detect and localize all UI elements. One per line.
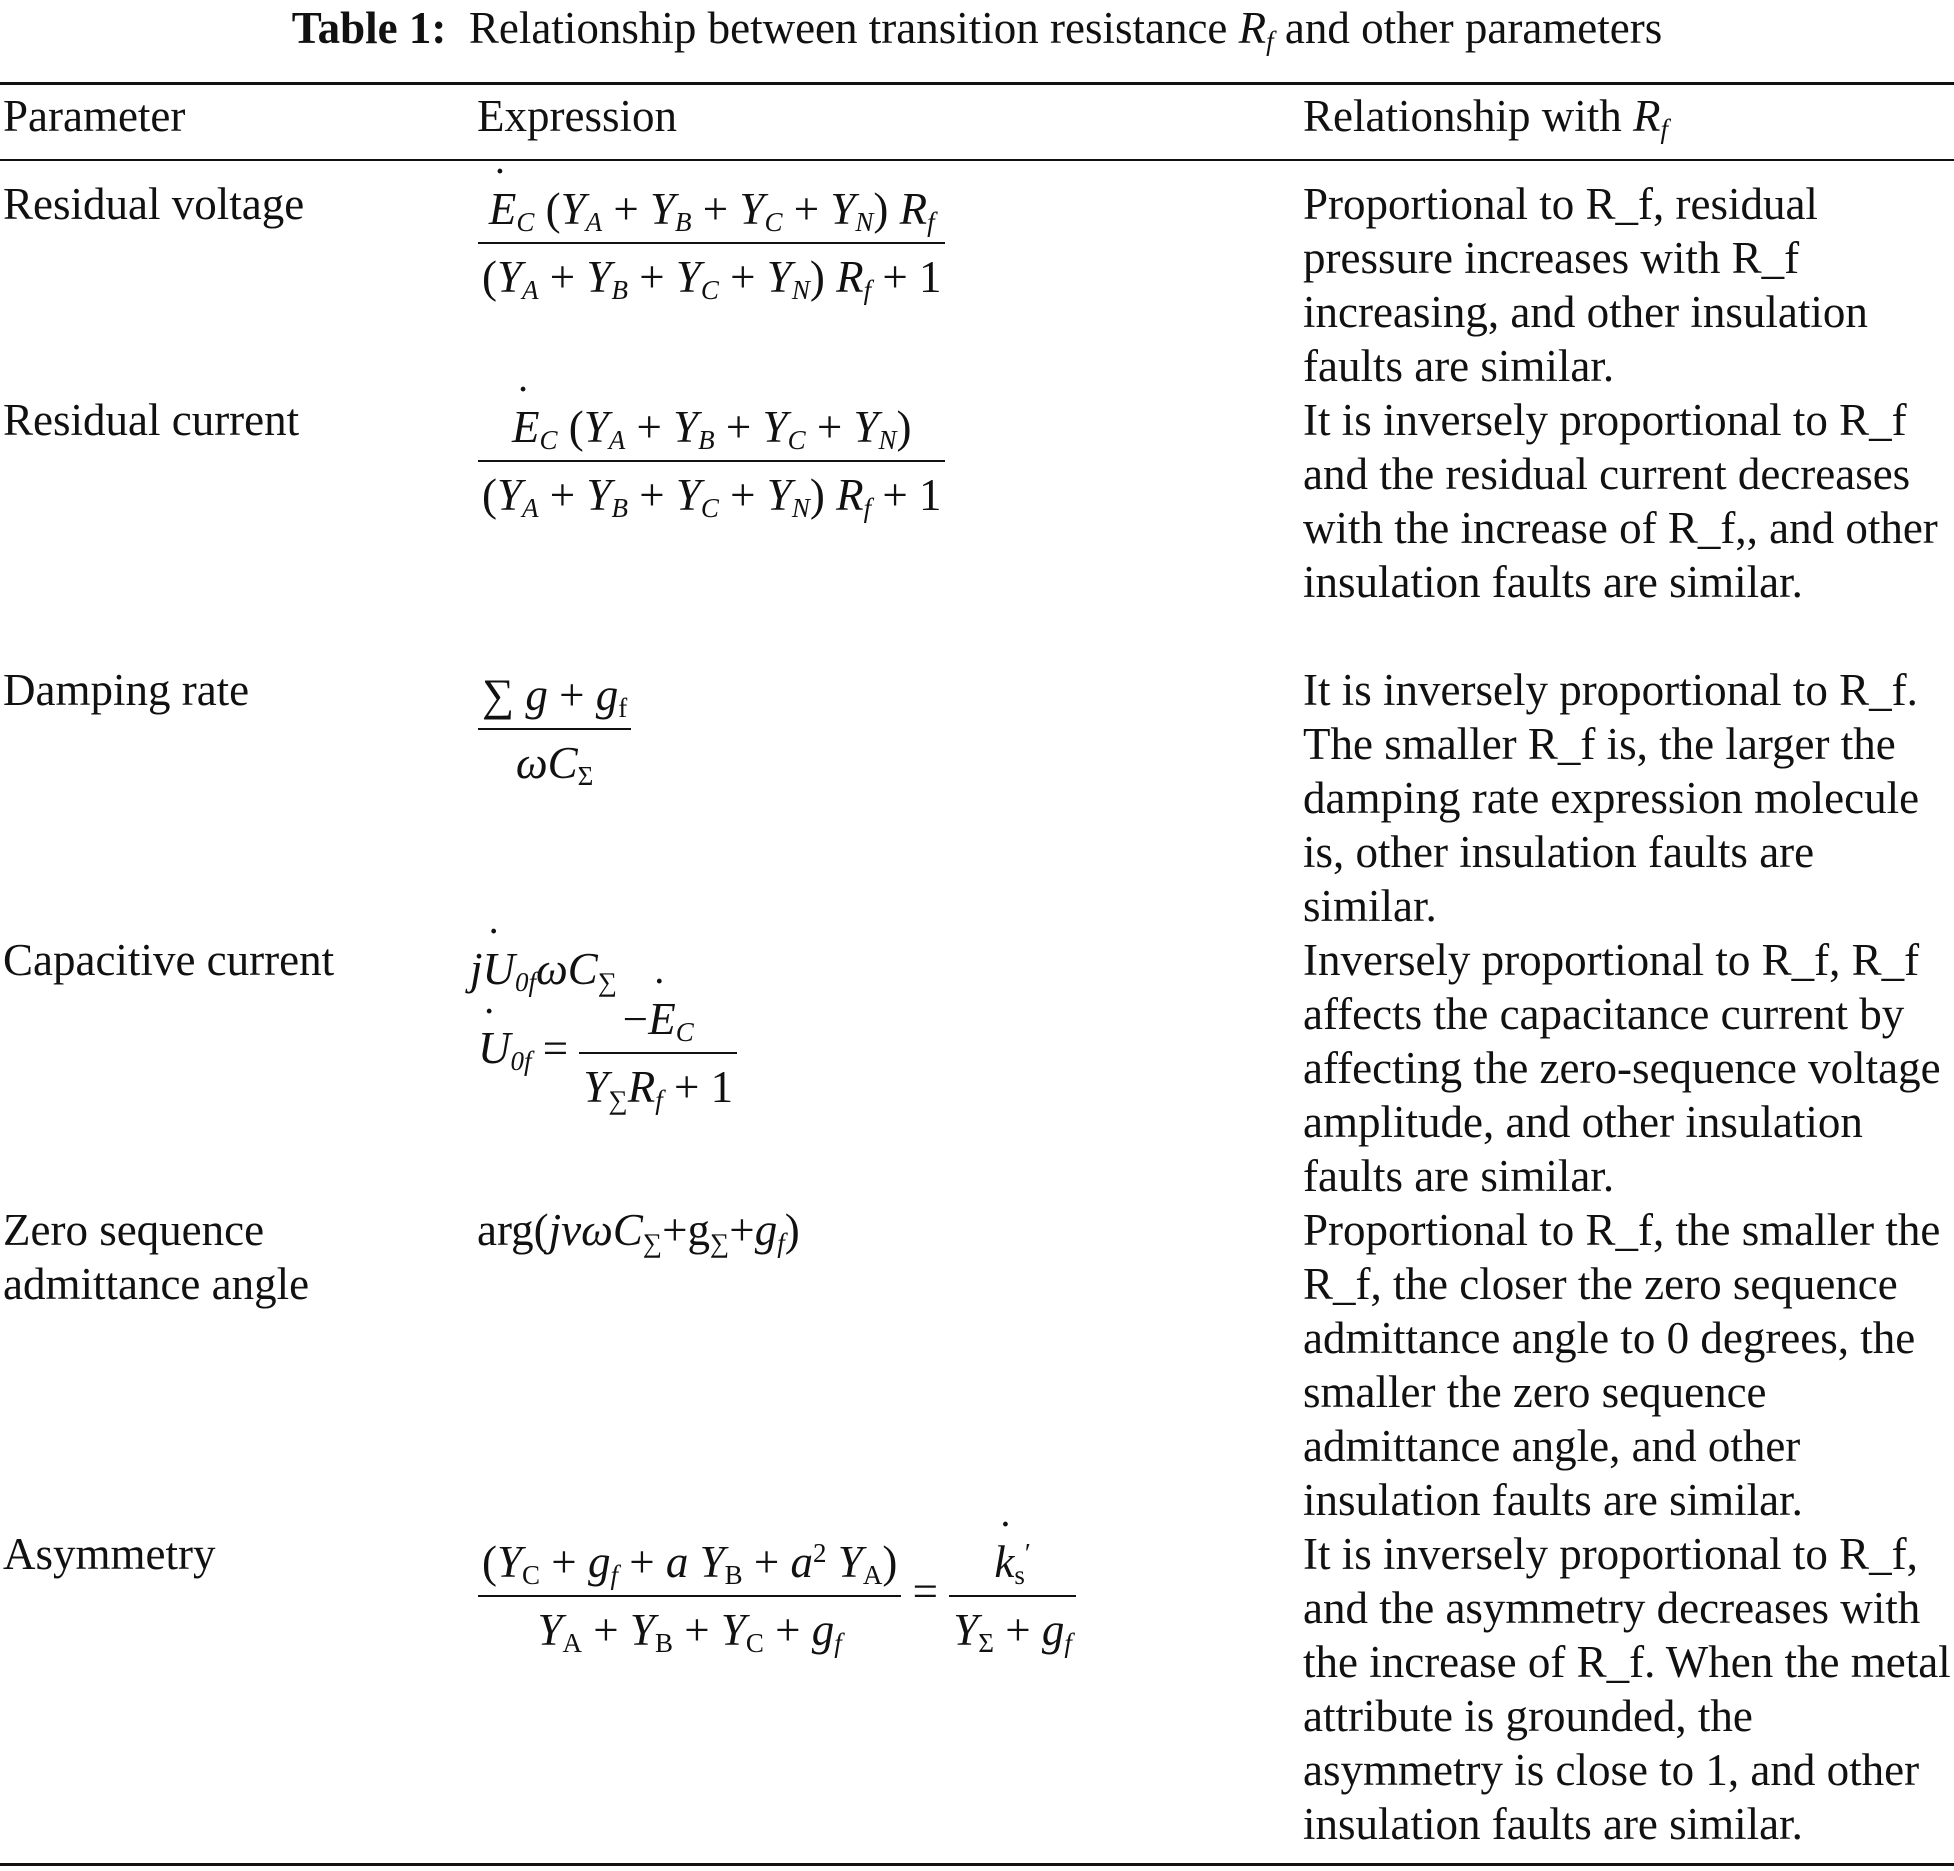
row-expression: j˙ $U_{0f}\omega C_\sum$ (470, 942, 617, 996)
caption-suffix: and other parameters (1284, 3, 1663, 53)
header-parameter: Parameter (3, 91, 186, 141)
row-expression: ˙ $\frac{E_C (Y_A + Y_B + Y_C + Y_N)}{(Y_A + Y_B + Y_C + Y_N) R_f + 1}$ (478, 398, 945, 524)
header-rule (0, 159, 1954, 161)
row-relationship: It is inversely proportional to R_f, and the asymmetry decreases with the increase of R_f. When the metal attribute is grounded, the asymmetry is close to 1, and other insulation faults are similar. (1303, 1529, 1951, 1849)
caption-var-sub: f (1266, 25, 1274, 56)
row-parameter: Zero sequence admittance angle (3, 1205, 310, 1309)
top-rule (0, 82, 1954, 85)
row-relationship: It is inversely proportional to R_f. The smaller R_f is, the larger the damping rate expression molecule is, other insulation faults are similar. (1303, 665, 1920, 931)
row-expression: ˙ $\frac{E_C (Y_A + Y_B + Y_C + Y_N) R_f}{(Y_A + Y_B + Y_C + Y_N) R_f + 1}$ (478, 180, 945, 306)
header-expression: Expression (477, 91, 677, 141)
row-parameter: Damping rate (3, 665, 250, 715)
table-caption (0, 2, 1954, 54)
caption-label: Table 1: (291, 3, 447, 53)
caption-var: R (1238, 3, 1267, 53)
row-relationship: Proportional to R_f, the smaller the R_f, the closer the zero sequence admittance angle to 0 degrees, the smaller the zero sequence admittance angle, and other insulation faults are similar. (1303, 1205, 1941, 1525)
row-parameter: Residual voltage (3, 179, 305, 229)
row-expression: $\frac{(Y_C + g_f + a Y_B + a^2 Y_A)}{Y_A + Y_B + Y_C + g_f}$ = ˙ $\frac{k_s'}{Y_\Sigma + g_f}$ (478, 1533, 1076, 1659)
row-parameter: Capacitive current (3, 935, 335, 985)
header-relationship: Relationship with $R_f$ (1303, 91, 1669, 144)
row-relationship: Inversely proportional to R_f, R_f affects the capacitance current by affecting the zero-sequence voltage amplitude, and other insulation faults are similar. (1303, 935, 1941, 1201)
row-parameter: Residual current (3, 395, 300, 445)
row-parameter: Asymmetry (3, 1529, 216, 1579)
row-relationship: It is inversely proportional to R_f and the residual current decreases with the increase of R_f,, and other insulation faults are similar. (1303, 395, 1938, 607)
bottom-rule (0, 1863, 1954, 1866)
row-expression: $\frac{\sum g + g_f}{\omega C_\Sigma}$ (478, 666, 631, 792)
row-expression: $arg(jv\omega C_\sum+g_\sum+g_f)$ (477, 1205, 800, 1258)
row-expression: ˙ $U_{0f}$ = $\frac{-˙ E_C}{Y_\sum R_f + 1}$ (478, 990, 737, 1116)
caption-text: Relationship between transition resistance (468, 3, 1228, 53)
row-relationship: Proportional to R_f, residual pressure increases with R_f increasing, and other insulation faults are similar. (1303, 179, 1868, 391)
